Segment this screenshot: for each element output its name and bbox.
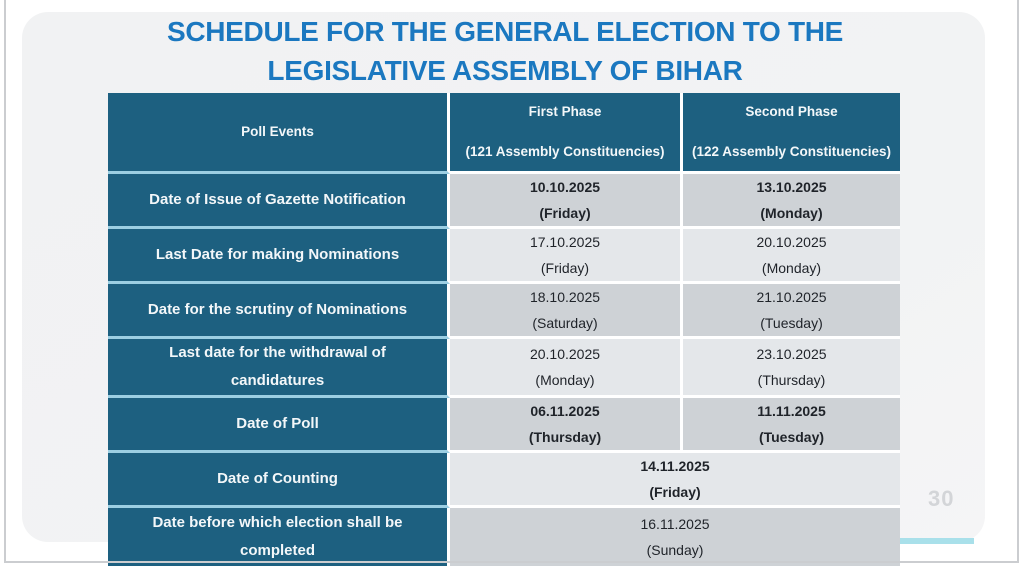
merged-phase-cell <box>450 508 900 566</box>
first-phase-cell <box>450 229 683 284</box>
header-spacer <box>683 126 900 138</box>
second-phase-cell <box>683 229 900 284</box>
table-body <box>108 174 900 566</box>
event-label: Date of Counting <box>108 453 450 508</box>
cell-day: (Monday) <box>761 260 822 276</box>
cell-date: 10.10.2025 <box>529 179 601 195</box>
cell-day: (Friday) <box>649 484 701 500</box>
cell-date: 21.10.2025 <box>756 289 827 305</box>
first-phase-cell <box>450 339 683 398</box>
cell-day: (Tuesday) <box>760 315 823 331</box>
first-phase-cell <box>450 174 683 229</box>
table-row-election-completed <box>108 508 900 566</box>
first-phase-cell <box>450 284 683 339</box>
second-phase-cell <box>683 398 900 453</box>
table-row-date-of-counting <box>108 453 900 508</box>
table-row-withdrawal-candidatures <box>108 339 900 398</box>
event-label: Last Date for making Nominations <box>108 229 450 284</box>
slide-title-line2: LEGISLATIVE ASSEMBLY OF BIHAR <box>267 55 743 86</box>
header-second-phase-subtitle: (122 Assembly Constituencies) <box>691 144 892 159</box>
cell-day: (Thursday) <box>528 429 602 445</box>
header-poll-events: Poll Events <box>108 93 450 174</box>
slide-title <box>60 12 950 90</box>
cell-day: (Monday) <box>760 205 823 221</box>
cell-day: (Tuesday) <box>758 429 825 445</box>
first-phase-cell <box>450 398 683 453</box>
table-row-making-nominations <box>108 229 900 284</box>
event-label: Date of Poll <box>108 398 450 453</box>
cell-date: 13.10.2025 <box>756 179 827 195</box>
header-spacer <box>450 126 680 138</box>
second-phase-cell <box>683 339 900 398</box>
second-phase-cell <box>683 284 900 339</box>
merged-phase-cell <box>450 453 900 508</box>
header-first-phase-subtitle: (121 Assembly Constituencies) <box>465 144 665 159</box>
page-number: 30 <box>928 486 955 511</box>
header-first-phase-title: First Phase <box>528 104 602 119</box>
cell-day: (Monday) <box>535 372 595 388</box>
table-row-gazette-notification <box>108 174 900 229</box>
cell-date: 18.10.2025 <box>529 289 601 305</box>
election-schedule-table <box>108 93 900 566</box>
cell-date: 20.10.2025 <box>529 346 601 362</box>
slide-title-line1: SCHEDULE FOR THE GENERAL ELECTION TO THE <box>166 16 844 47</box>
cell-date: 06.11.2025 <box>530 403 600 419</box>
cell-date: 20.10.2025 <box>756 234 827 250</box>
table-row-date-of-poll <box>108 398 900 453</box>
cell-day: (Sunday) <box>646 542 704 558</box>
cell-day: (Friday) <box>539 205 591 221</box>
header-second-phase-title: Second Phase <box>745 104 838 119</box>
event-label: Last date for the withdrawal of candidatures <box>108 339 450 398</box>
table-row-scrutiny-nominations <box>108 284 900 339</box>
event-label: Date for the scrutiny of Nominations <box>108 284 450 339</box>
cell-date: 14.11.2025 <box>640 458 710 474</box>
cell-date: 17.10.2025 <box>529 234 601 250</box>
cell-day: (Saturday) <box>532 315 598 331</box>
cell-date: 11.11.2025 <box>757 403 826 419</box>
cell-date: 23.10.2025 <box>756 346 827 362</box>
header-row <box>108 93 900 174</box>
cell-day: (Friday) <box>540 260 590 276</box>
cell-day: (Thursday) <box>757 372 826 388</box>
event-label: Date before which election shall be completed <box>108 508 450 566</box>
cell-date: 16.11.2025 <box>640 516 710 532</box>
header-second-phase <box>683 93 900 174</box>
table-header <box>108 93 900 174</box>
event-label: Date of Issue of Gazette Notification <box>108 174 450 229</box>
accent-bar <box>900 538 974 544</box>
second-phase-cell <box>683 174 900 229</box>
header-first-phase <box>450 93 683 174</box>
